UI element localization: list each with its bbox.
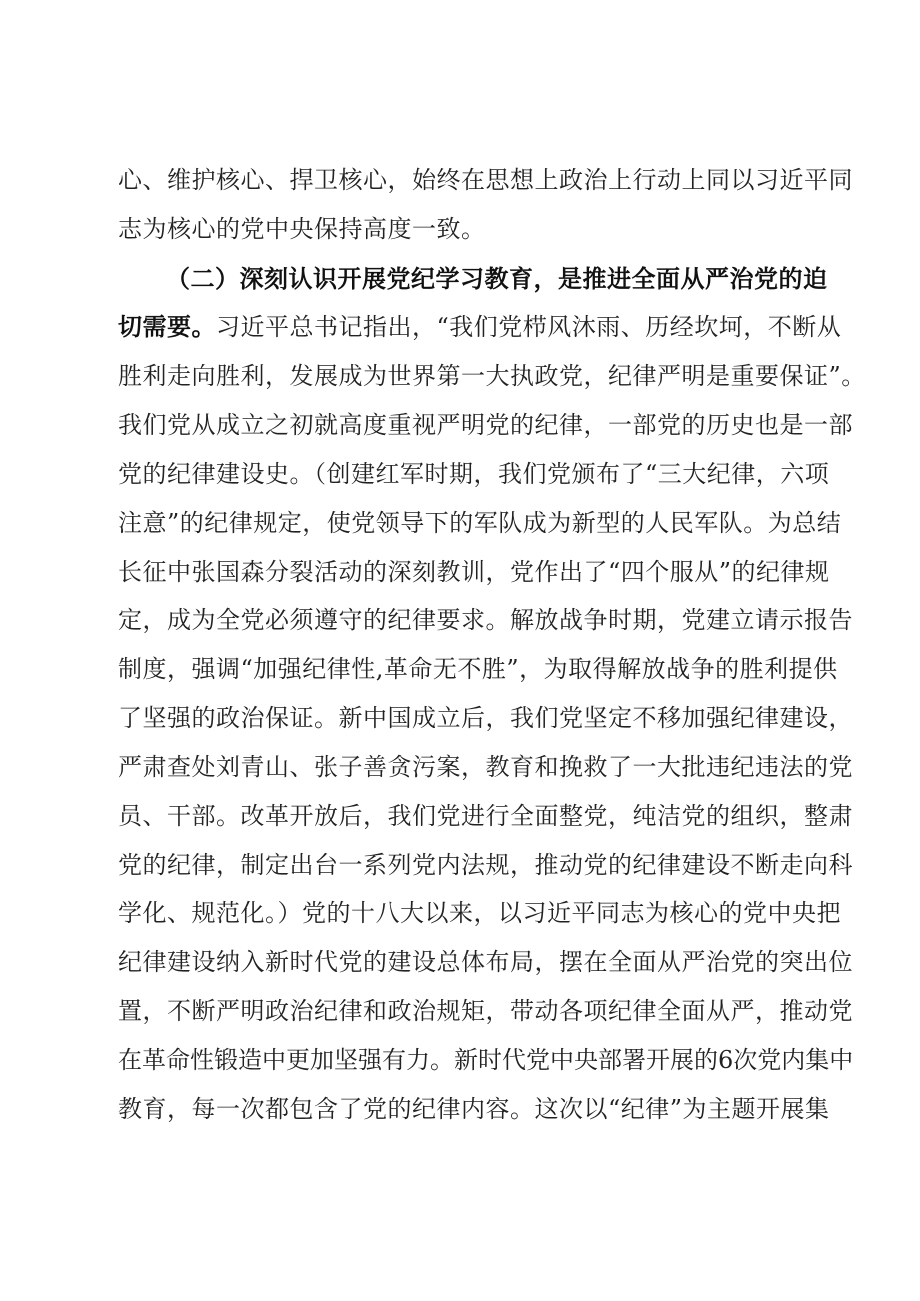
text-line: 置，不断严明政治纪律和政治规矩，带动各项纪律全面从严，推动党 [118,997,853,1025]
text-line: 员、干部。改革开放后，我们党进行全面整党，纯洁党的组织，整肃 [118,802,853,830]
text-line: 了坚强的政治保证。新中国成立后，我们党坚定不移加强纪律建设， [118,704,853,732]
text-line: 注意”的纪律规定，使党领导下的军队成为新型的人民军队。为总结 [118,509,842,537]
text-line: 党的纪律建设史。（创建红军时期，我们党颁布了“三大纪律，六项 [118,460,830,488]
text-line: 习近平总书记指出，“我们党栉风沐雨、历经坎坷，不断从 [216,313,842,341]
text-line: 制度，强调“加强纪律性,革命无不胜”，为取得解放战争的胜利提供 [118,655,838,683]
section-heading: （二）深刻认识开展党纪学习教育，是推进全面从严治党的迫 [166,264,828,293]
text-line: 心、维护核心、捍卫核心，始终在思想上政治上行动上同以习近平同 [118,166,853,194]
text-line: 志为核心的党中央保持高度一致。 [118,215,486,243]
text-line: 学化、规范化。）党的十八大以来，以习近平同志为核心的党中央把 [118,899,841,927]
text-line: 严肃查处刘青山、张子善贪污案，教育和挽救了一大批违纪违法的党 [118,753,853,781]
text-line: 纪律建设纳入新时代党的建设总体布局，摆在全面从严治党的突出位 [118,948,853,976]
section-heading-continuation: 切需要。 [118,312,216,341]
text-line-with-heading [118,310,842,344]
text-line: 教育，每一次都包含了党的纪律内容。这次以“纪律”为主题开展集 [118,1095,830,1123]
text-line: 党的纪律，制定出台一系列党内法规，推动党的纪律建设不断走向科 [118,851,853,879]
text-line: 长征中张国森分裂活动的深刻教训，党作出了“四个服从”的纪律规 [118,558,830,586]
text-line: 定，成为全党必须遵守的纪律要求。解放战争时期，党建立请示报告 [118,606,853,634]
text-line: 我们党从成立之初就高度重视严明党的纪律，一部党的历史也是一部 [118,411,853,439]
text-line: 胜利走向胜利，发展成为世界第一大执政党，纪律严明是重要保证”。 [118,362,866,390]
text-line: 在革命性锻造中更加坚强有力。新时代党中央部署开展的6次党内集中 [118,1046,854,1074]
